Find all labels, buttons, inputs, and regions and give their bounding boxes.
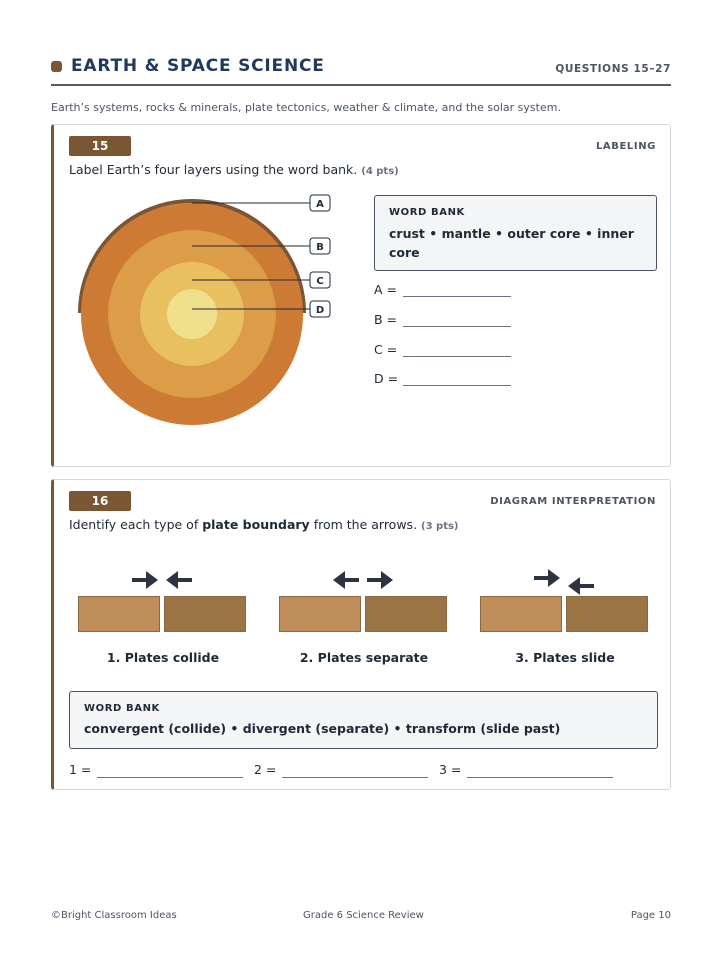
question-16-card [51, 479, 671, 790]
answer-blank[interactable] [403, 296, 511, 297]
word-bank-terms: convergent (collide) • divergent (separate) • transform (slide past) [84, 721, 561, 736]
question-range: QUESTIONS 15–27 [555, 63, 671, 75]
layer-label-c [310, 272, 330, 288]
collide-arrows-icon [78, 568, 248, 592]
answer-label: 3 = [439, 762, 462, 777]
answer-blank[interactable] [282, 777, 428, 778]
footer-copyright: ©Bright Classroom Ideas [51, 910, 177, 921]
plate-left [279, 596, 361, 632]
layer-label-b [310, 238, 330, 254]
answer-label: D = [374, 371, 399, 386]
answer-blank[interactable] [403, 326, 511, 327]
prompt-emphasis: plate boundary [202, 517, 310, 532]
section-intro: Earth’s systems, rocks & minerals, plate tectonics, weather & climate, and the solar system. [51, 101, 561, 114]
plate-diagram-label: 2. Plates separate [299, 650, 429, 665]
plate-diagram-separate [279, 558, 449, 688]
footer-page-number: Page 10 [630, 910, 671, 921]
plate-right [164, 596, 246, 632]
answer-1 [69, 762, 91, 777]
prompt-text: Identify each type of [69, 517, 203, 532]
layer-label-d [310, 301, 330, 317]
word-bank-15 [374, 195, 657, 271]
plate-diagram-label: 1. Plates collide [106, 650, 220, 665]
word-bank-terms: crust • mantle • outer core • inner core [389, 226, 634, 260]
svg-text:A: A [316, 199, 324, 210]
svg-text:D: D [315, 305, 325, 316]
answer-d [374, 371, 398, 386]
section-bullet-icon [51, 61, 62, 72]
svg-text:B: B [316, 242, 324, 253]
section-title: EARTH & SPACE SCIENCE [71, 56, 325, 76]
inner-core-layer [167, 289, 217, 339]
plate-left [78, 596, 160, 632]
question-15-card [51, 124, 671, 467]
answer-b [374, 312, 397, 327]
answer-2 [254, 762, 276, 777]
word-bank-title: WORD BANK [389, 207, 465, 218]
answer-3 [439, 762, 461, 777]
answer-label: B = [374, 312, 398, 327]
plate-right [566, 596, 648, 632]
layer-label-a [310, 195, 330, 211]
plate-diagram-label: 3. Plates slide [515, 650, 615, 665]
question-prompt [69, 162, 399, 177]
answer-label: A = [374, 282, 397, 297]
answer-label: C = [374, 342, 398, 357]
answer-label: 2 = [254, 762, 277, 777]
answer-blank[interactable] [403, 356, 511, 357]
plate-right [365, 596, 447, 632]
answer-c [374, 342, 397, 357]
plate-diagram-slide [480, 558, 650, 688]
answer-blank[interactable] [467, 777, 613, 778]
question-type: DIAGRAM INTERPRETATION [490, 496, 656, 507]
plate-diagram-collide [78, 558, 248, 688]
word-bank-title: WORD BANK [84, 703, 160, 714]
answer-label: 1 = [69, 762, 92, 777]
answer-blank[interactable] [97, 777, 243, 778]
points-label: (4 pts) [361, 166, 399, 177]
question-number: 15 [69, 136, 131, 156]
question-type: LABELING [595, 141, 656, 152]
answer-blank[interactable] [403, 385, 511, 386]
word-bank-16 [69, 691, 658, 749]
plate-left [480, 596, 562, 632]
svg-text:C: C [316, 276, 324, 287]
question-number: 16 [69, 491, 131, 511]
answer-a [374, 282, 397, 297]
section-header [51, 56, 671, 86]
prompt-text-end: from the arrows. [309, 517, 418, 532]
separate-arrows-icon [279, 568, 449, 592]
points-label: (3 pts) [421, 521, 459, 532]
question-prompt [69, 517, 459, 532]
earth-layers-diagram [77, 193, 347, 428]
footer-title: Grade 6 Science Review [303, 910, 424, 921]
prompt-text: Label Earth’s four layers using the word bank. [69, 162, 358, 177]
